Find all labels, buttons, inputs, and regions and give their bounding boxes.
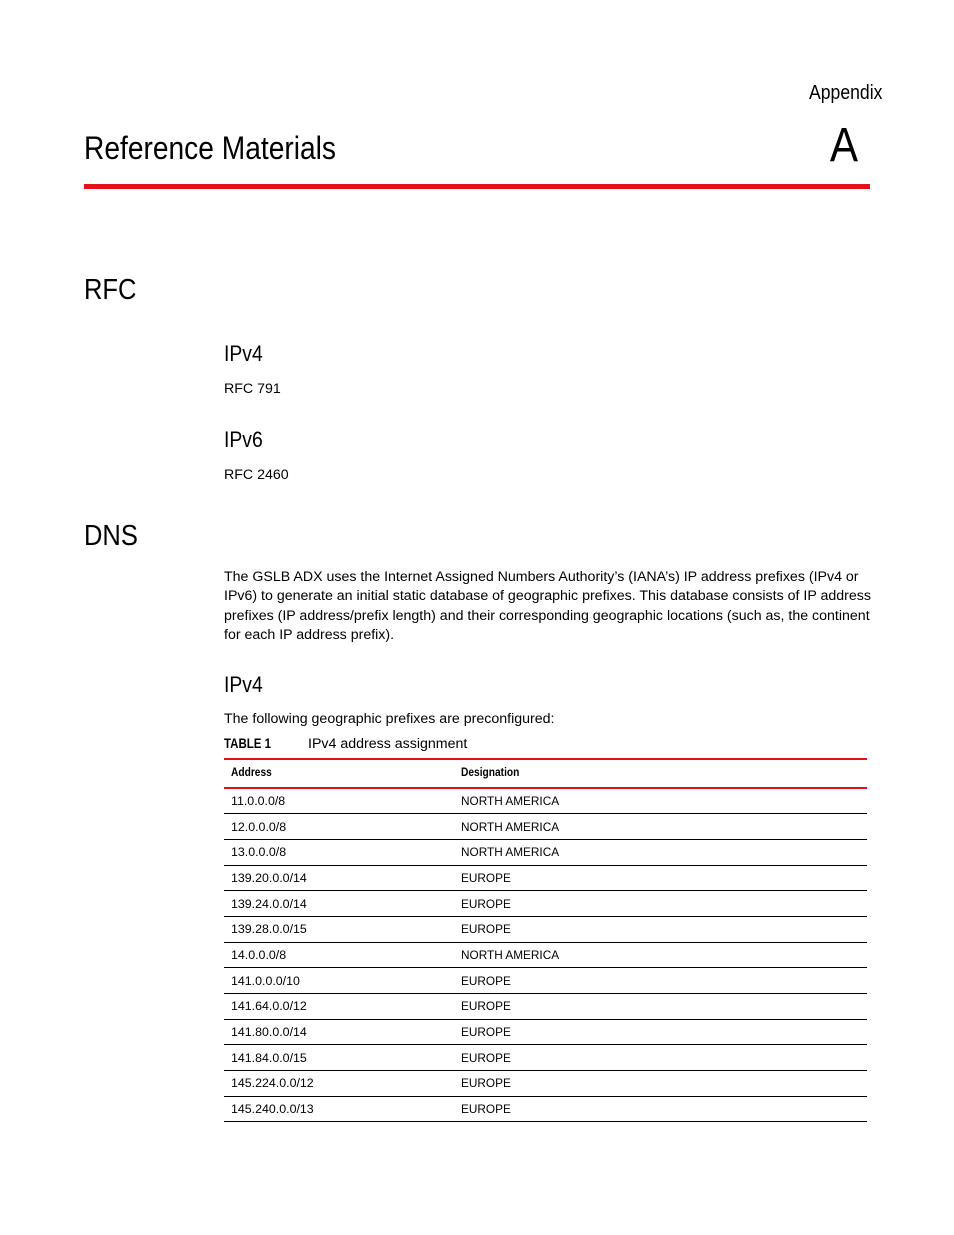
table-row	[224, 994, 867, 1020]
address-cell: 139.28.0.0/15	[224, 916, 454, 942]
subsection-heading-rfc-ipv4: IPv4	[224, 341, 263, 366]
address-cell: 141.0.0.0/10	[224, 968, 454, 994]
table-row	[224, 891, 867, 917]
designation-cell: NORTH AMERICA	[454, 788, 867, 814]
designation-cell: EUROPE	[454, 1045, 867, 1071]
ipv4-address-assignment-table	[224, 758, 867, 1122]
address-cell: 141.80.0.0/14	[224, 1019, 454, 1045]
table-caption	[224, 736, 468, 752]
table-row	[224, 916, 867, 942]
table-row	[224, 839, 867, 865]
address-cell: 14.0.0.0/8	[224, 942, 454, 968]
section-heading-rfc: RFC	[84, 274, 137, 306]
table-row	[224, 788, 867, 814]
table-row	[224, 1045, 867, 1071]
chapter-title-rule	[84, 184, 870, 189]
column-header-designation: Designation	[454, 759, 867, 788]
designation-cell: EUROPE	[454, 1019, 867, 1045]
table-caption-label: TABLE 1	[224, 736, 271, 751]
designation-cell: EUROPE	[454, 916, 867, 942]
address-cell: 145.224.0.0/12	[224, 1071, 454, 1097]
designation-cell: NORTH AMERICA	[454, 814, 867, 840]
designation-cell: NORTH AMERICA	[454, 839, 867, 865]
column-header-address: Address	[224, 759, 454, 788]
designation-cell: EUROPE	[454, 968, 867, 994]
address-cell: 11.0.0.0/8	[224, 788, 454, 814]
address-cell: 13.0.0.0/8	[224, 839, 454, 865]
rfc-ipv4-reference: RFC 791	[224, 381, 281, 397]
address-cell: 139.24.0.0/14	[224, 891, 454, 917]
chapter-title: Reference Materials	[84, 130, 336, 166]
table-row	[224, 1019, 867, 1045]
designation-cell: EUROPE	[454, 865, 867, 891]
dns-description-paragraph: The GSLB ADX uses the Internet Assigned Numbers Authority’s (IANA’s) IP address prefixes (IPv4 or IPv6) to generate an initial static database of geographic prefixes. This database consists of IP address prefixes (IP address/prefix length) and their corresponding geographic locations (such as, the continent for each IP address prefix).	[224, 569, 871, 643]
designation-cell: EUROPE	[454, 891, 867, 917]
designation-cell: EUROPE	[454, 994, 867, 1020]
table-row	[224, 1071, 867, 1097]
address-cell: 12.0.0.0/8	[224, 814, 454, 840]
table-caption-text: IPv4 address assignment	[308, 736, 468, 752]
dns-ipv4-intro: The following geographic prefixes are preconfigured:	[224, 711, 555, 727]
rfc-ipv6-reference: RFC 2460	[224, 467, 289, 483]
table-row	[224, 814, 867, 840]
subsection-heading-rfc-ipv6: IPv6	[224, 427, 263, 452]
appendix-label: Appendix	[808, 82, 882, 104]
address-cell: 141.64.0.0/12	[224, 994, 454, 1020]
address-cell: 141.84.0.0/15	[224, 1045, 454, 1071]
table-row	[224, 865, 867, 891]
table-row	[224, 1096, 867, 1122]
designation-cell: NORTH AMERICA	[454, 942, 867, 968]
address-cell: 145.240.0.0/13	[224, 1096, 454, 1122]
section-heading-dns: DNS	[84, 520, 138, 552]
designation-cell: EUROPE	[454, 1096, 867, 1122]
appendix-letter: A	[829, 119, 858, 172]
table-header-row	[224, 759, 867, 788]
table-row	[224, 968, 867, 994]
subsection-heading-dns-ipv4: IPv4	[224, 672, 263, 697]
designation-cell: EUROPE	[454, 1071, 867, 1097]
address-cell: 139.20.0.0/14	[224, 865, 454, 891]
table-row	[224, 942, 867, 968]
